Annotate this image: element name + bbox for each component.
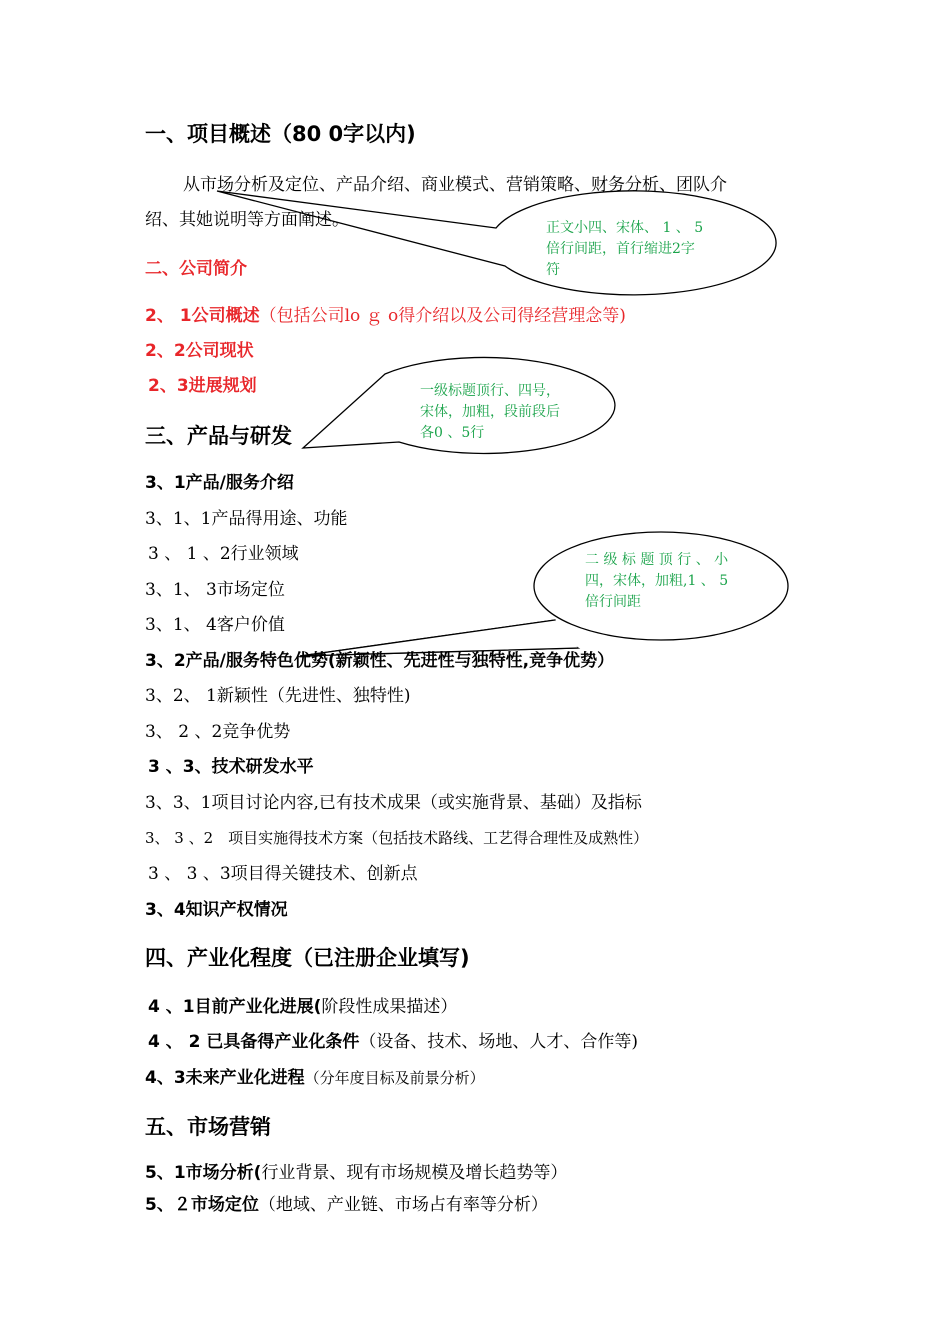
section-2-item-1-note: （包括公司lo ｇ o得介绍以及公司得经营理念等) (259, 306, 626, 326)
callout-note-level2-heading (585, 550, 728, 613)
note-3-line-1: 二 级 标 题 顶 行 、 小 (585, 552, 729, 568)
section-3-title: 三、产品与研发 (145, 424, 292, 448)
item-4-2 (148, 1032, 638, 1052)
note-2-line-2: 宋体，加粗，段前段后 (420, 404, 560, 420)
section-5-title: 五、市场营销 (145, 1115, 271, 1139)
note-1-line-1: 正文小四、宋体、 1 、 5 (546, 220, 704, 236)
note-1-line-2: 倍行间距，首行缩进2字 (546, 241, 695, 257)
heading-3-2: 3、2产品/服务特色优势(新颖性、先进性与独特性,竞争优势） (145, 651, 615, 671)
note-3-line-2: 四，宋体，加粗,1 、 5 (585, 573, 729, 589)
note-2-line-1: 一级标题顶行、四号， (420, 383, 560, 399)
item-3-3-3: 3 、 3 、3项目得关键技术、创新点 (148, 864, 418, 884)
item-5-1-heading: 5、1市场分析( (145, 1163, 262, 1183)
item-3-1-4: 3、1、 4客户价值 (145, 615, 285, 635)
item-5-1-note: 行业背景、现有市场规模及增长趋势等） (261, 1163, 568, 1183)
item-4-3-note: （分年度目标及前景分析） (304, 1069, 485, 1087)
item-4-2-heading: 4 、 2 已具备得产业化条件 (148, 1032, 360, 1052)
item-4-1-note: 阶段性成果描述） (321, 997, 458, 1017)
item-3-1-1: 3、1、1产品得用途、功能 (145, 509, 348, 529)
section-2-item-2: 2、2公司现状 (145, 341, 254, 361)
section-2-item-3: 2、3进展规划 (148, 376, 257, 396)
item-3-3-1: 3、3、1项目讨论内容,已有技术成果（或实施背景、基础）及指标 (145, 793, 642, 813)
item-5-2-note: （地域、产业链、市场占有率等分析） (258, 1195, 548, 1215)
section-1-paragraph-line-1: 从市场分析及定位、产品介绍、商业模式、营销策略、财务分析、团队介 (183, 175, 727, 195)
section-1-paragraph-line-2: 绍、其她说明等方面阐述。 (145, 210, 349, 230)
section-2-title: 二、公司简介 (145, 259, 247, 279)
section-2-item-1 (145, 306, 626, 326)
section-4-title: 四、产业化程度（已注册企业填写) (145, 946, 470, 970)
note-1-line-3: 符 (546, 262, 560, 278)
item-5-1 (145, 1163, 567, 1183)
item-4-1-heading: 4 、1目前产业化进展( (148, 997, 322, 1017)
item-5-2-heading: 5、２市场定位 (145, 1195, 259, 1215)
heading-3-3: 3 、3、技术研发水平 (148, 757, 314, 777)
item-4-3-heading: 4、3未来产业化进程 (145, 1068, 305, 1088)
item-3-2-1: 3、2、 1新颖性（先进性、独特性) (145, 686, 411, 706)
callout-note-level1-heading (420, 381, 560, 444)
callout-note-body-text (546, 218, 703, 281)
note-2-line-3: 各0 、5行 (420, 425, 485, 441)
section-1-title: 一、项目概述（80 0字以内) (145, 122, 416, 146)
heading-3-4: 3、4知识产权情况 (145, 900, 288, 920)
item-3-1-3: 3、1、 3市场定位 (145, 580, 285, 600)
note-3-line-3: 倍行间距 (585, 594, 641, 610)
item-4-3 (145, 1068, 485, 1088)
section-2-item-1-heading: 2、 1公司概述 (145, 306, 260, 326)
item-3-3-2: 3、 3 、2 项目实施得技术方案（包括技术路线、工艺得合理性及成熟性） (145, 829, 649, 847)
heading-3-1: 3、1产品/服务介绍 (145, 473, 294, 493)
item-4-1 (148, 997, 457, 1017)
item-3-1-2: 3 、 1 、2行业领域 (148, 544, 299, 564)
item-4-2-note: （设备、技术、场地、人才、合作等) (359, 1032, 639, 1052)
item-5-2 (145, 1195, 548, 1215)
item-3-2-2: 3、 2 、2竞争优势 (145, 722, 291, 742)
